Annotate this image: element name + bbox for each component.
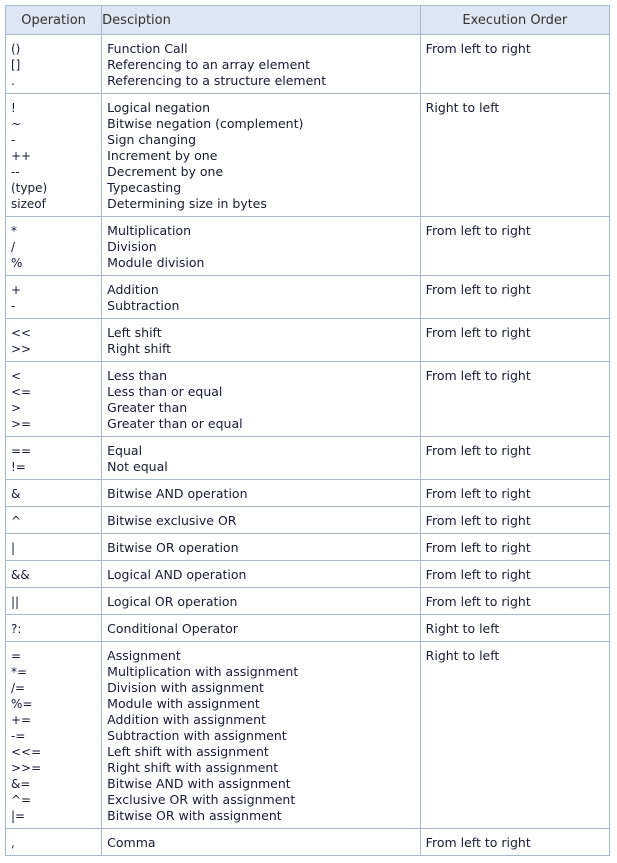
operator-description: Less than — [107, 368, 167, 383]
operator-description: Left shift with assignment — [107, 744, 269, 759]
table-row — [6, 362, 610, 437]
operator-description: Bitwise negation (complement) — [107, 116, 304, 131]
operation-cell — [6, 642, 102, 829]
operator-description: Logical OR operation — [107, 594, 238, 609]
operator-description: Subtraction — [107, 298, 180, 313]
operator-description: Determining size in bytes — [107, 196, 267, 211]
operator-description: Module with assignment — [107, 696, 260, 711]
table-row — [6, 35, 610, 94]
operator-description: Greater than — [107, 400, 188, 415]
description-cell — [102, 642, 421, 829]
operator-symbol: / — [11, 240, 16, 254]
operator-description: Right shift — [107, 341, 172, 356]
table-row — [6, 829, 610, 856]
operator-description: Logical negation — [107, 100, 211, 115]
operator-description: Exclusive OR with assignment — [107, 792, 296, 807]
operator-description: Addition with assignment — [107, 712, 266, 727]
operation-cell — [6, 615, 102, 642]
operator-description: Typecasting — [107, 180, 182, 195]
execution-order-text: From left to right — [425, 282, 531, 297]
operator-symbol: ! — [11, 101, 16, 115]
header-description: Desciption — [102, 6, 421, 35]
operator-symbol: -- — [11, 165, 20, 179]
operator-symbol: , — [11, 836, 15, 850]
execution-order-cell — [420, 480, 609, 507]
execution-order-cell — [420, 561, 609, 588]
execution-order-text: From left to right — [425, 443, 531, 458]
execution-order-text: From left to right — [425, 368, 531, 383]
execution-order-text: From left to right — [425, 835, 531, 850]
execution-order-cell — [420, 217, 609, 276]
operator-symbol: ^= — [11, 793, 32, 807]
table-row — [6, 94, 610, 217]
operator-description: Bitwise AND with assignment — [107, 776, 291, 791]
operator-description: Increment by one — [107, 148, 218, 163]
operator-description: Function Call — [107, 41, 188, 56]
operator-description: Subtraction with assignment — [107, 728, 287, 743]
execution-order-cell — [420, 94, 609, 217]
description-cell — [102, 561, 421, 588]
operator-description: Module division — [107, 255, 205, 270]
header-operation: Operation — [6, 6, 102, 35]
operator-description: Greater than or equal — [107, 416, 243, 431]
description-cell — [102, 319, 421, 362]
operator-symbol: >> — [11, 342, 32, 356]
operator-symbol: <<= — [11, 745, 42, 759]
operator-symbol: -= — [11, 729, 26, 743]
operator-description: Left shift — [107, 325, 162, 340]
operation-cell — [6, 437, 102, 480]
operation-cell — [6, 561, 102, 588]
execution-order-text: From left to right — [425, 486, 531, 501]
operator-description: Less than or equal — [107, 384, 223, 399]
table-row — [6, 437, 610, 480]
description-cell — [102, 480, 421, 507]
description-cell — [102, 534, 421, 561]
operator-symbol: && — [11, 568, 30, 582]
operator-description: Conditional Operator — [107, 621, 238, 636]
operator-symbol: += — [11, 713, 32, 727]
operation-cell — [6, 35, 102, 94]
operator-symbol: (type) — [11, 181, 48, 195]
description-cell — [102, 588, 421, 615]
execution-order-cell — [420, 319, 609, 362]
operator-description: Right shift with assignment — [107, 760, 279, 775]
table-row — [6, 561, 610, 588]
description-cell — [102, 35, 421, 94]
operator-symbol: >>= — [11, 761, 42, 775]
execution-order-text: From left to right — [425, 325, 531, 340]
table-body — [6, 35, 610, 856]
operator-description: Referencing to a structure element — [107, 73, 327, 88]
execution-order-cell — [420, 534, 609, 561]
operator-symbol: >= — [11, 417, 32, 431]
operation-cell — [6, 94, 102, 217]
table-row — [6, 615, 610, 642]
operator-symbol: != — [11, 460, 26, 474]
execution-order-text: From left to right — [425, 41, 531, 56]
header-execution-order: Execution Order — [420, 6, 609, 35]
operator-description: Division with assignment — [107, 680, 264, 695]
operation-cell — [6, 829, 102, 856]
execution-order-text: From left to right — [425, 540, 531, 555]
execution-order-cell — [420, 35, 609, 94]
table-row — [6, 276, 610, 319]
execution-order-cell — [420, 437, 609, 480]
operator-description: Bitwise OR operation — [107, 540, 239, 555]
operation-cell — [6, 588, 102, 615]
operator-symbol: > — [11, 401, 22, 415]
description-cell — [102, 829, 421, 856]
operator-description: Assignment — [107, 648, 181, 663]
operator-symbol: [] — [11, 58, 21, 72]
operator-symbol: | — [11, 541, 16, 555]
header-row — [6, 6, 610, 35]
operator-symbol: % — [11, 256, 23, 270]
operator-symbol: - — [11, 133, 16, 147]
operation-cell — [6, 276, 102, 319]
operator-description: Multiplication — [107, 223, 192, 238]
execution-order-text: Right to left — [425, 648, 500, 663]
execution-order-cell — [420, 829, 609, 856]
operator-symbol: /= — [11, 681, 26, 695]
operation-cell — [6, 217, 102, 276]
operator-description: Referencing to an array element — [107, 57, 311, 72]
operator-precedence-table — [5, 5, 610, 856]
operator-symbol: - — [11, 299, 16, 313]
operator-symbol: ^ — [11, 514, 22, 528]
table-row — [6, 642, 610, 829]
operator-description: Bitwise exclusive OR — [107, 513, 237, 528]
execution-order-cell — [420, 615, 609, 642]
execution-order-cell — [420, 642, 609, 829]
table-row — [6, 588, 610, 615]
operator-symbol: &= — [11, 777, 31, 791]
operator-symbol: || — [11, 595, 20, 609]
execution-order-text: Right to left — [425, 621, 500, 636]
description-cell — [102, 437, 421, 480]
operator-symbol: = — [11, 649, 22, 663]
execution-order-text: From left to right — [425, 513, 531, 528]
execution-order-text: From left to right — [425, 567, 531, 582]
description-cell — [102, 94, 421, 217]
description-cell — [102, 276, 421, 319]
operator-description: Logical AND operation — [107, 567, 247, 582]
operator-description: Addition — [107, 282, 159, 297]
operator-symbol: *= — [11, 665, 28, 679]
execution-order-cell — [420, 588, 609, 615]
operator-symbol: <= — [11, 385, 32, 399]
table-row — [6, 319, 610, 362]
operator-description: Bitwise OR with assignment — [107, 808, 282, 823]
execution-order-text: Right to left — [425, 100, 500, 115]
operator-symbol: & — [11, 487, 21, 501]
execution-order-text: From left to right — [425, 594, 531, 609]
operator-description: Multiplication with assignment — [107, 664, 299, 679]
table-row — [6, 507, 610, 534]
operator-description: Equal — [107, 443, 143, 458]
operator-description: Comma — [107, 835, 156, 850]
table-row — [6, 217, 610, 276]
operator-symbol: . — [11, 74, 15, 88]
execution-order-cell — [420, 276, 609, 319]
operation-cell — [6, 534, 102, 561]
table-row — [6, 480, 610, 507]
execution-order-cell — [420, 362, 609, 437]
operator-description: Division — [107, 239, 157, 254]
operator-description: Sign changing — [107, 132, 197, 147]
operator-symbol: ?: — [11, 622, 22, 636]
operation-cell — [6, 507, 102, 534]
operator-symbol: %= — [11, 697, 33, 711]
operation-cell — [6, 480, 102, 507]
operator-symbol: ++ — [11, 149, 32, 163]
operation-cell — [6, 362, 102, 437]
description-cell — [102, 615, 421, 642]
execution-order-cell — [420, 507, 609, 534]
operator-symbol: == — [11, 444, 32, 458]
operator-description: Decrement by one — [107, 164, 224, 179]
operator-symbol: << — [11, 326, 32, 340]
description-cell — [102, 217, 421, 276]
operator-symbol: ~ — [11, 117, 22, 131]
operator-symbol: * — [11, 224, 17, 238]
table-row — [6, 534, 610, 561]
operator-symbol: < — [11, 369, 22, 383]
operator-description: Not equal — [107, 459, 168, 474]
operator-symbol: |= — [11, 809, 26, 823]
operator-symbol: () — [11, 42, 21, 56]
description-cell — [102, 362, 421, 437]
description-cell — [102, 507, 421, 534]
operation-cell — [6, 319, 102, 362]
operator-description: Bitwise AND operation — [107, 486, 248, 501]
execution-order-text: From left to right — [425, 223, 531, 238]
operator-symbol: sizeof — [11, 197, 46, 211]
operator-symbol: + — [11, 283, 22, 297]
